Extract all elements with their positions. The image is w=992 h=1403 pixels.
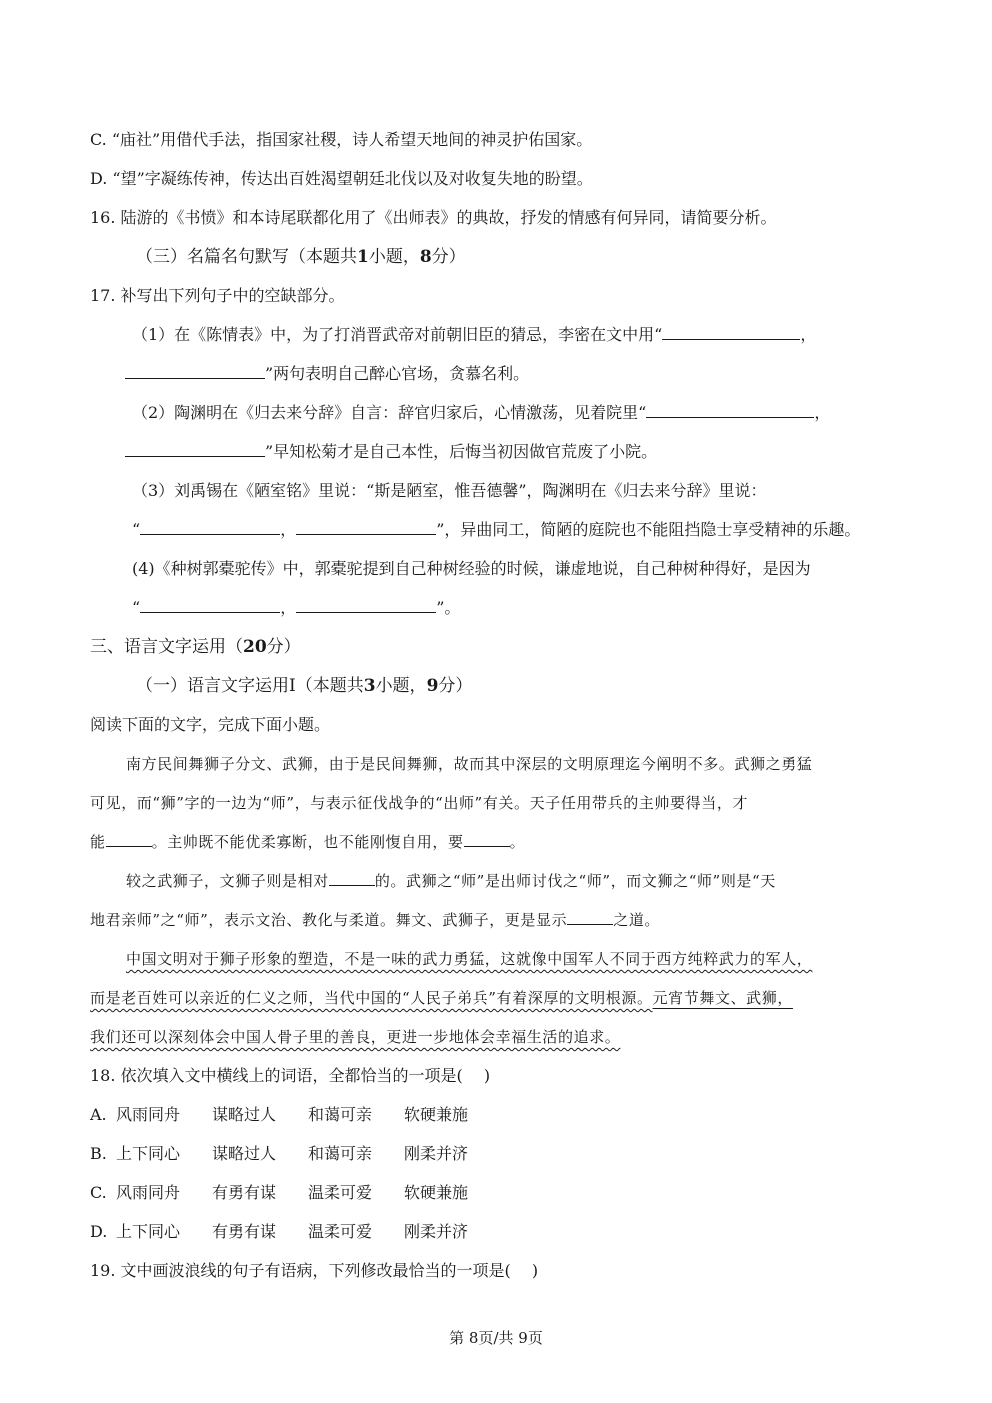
option-word: 温柔可爱 <box>308 1183 373 1202</box>
section-heading-score: 8 <box>419 247 432 267</box>
option-word: 软硬兼施 <box>404 1183 469 1202</box>
question-text: ， <box>280 598 297 617</box>
passage-text: 。 <box>509 833 526 851</box>
option-word: 和蔼可亲 <box>308 1144 373 1163</box>
passage-text: 的。武狮之“师”是出师讨伐之“师”，而文狮之“师”则是“天 <box>374 872 776 890</box>
subsection-heading-text: 小题， <box>375 676 427 696</box>
answer-blank[interactable] <box>662 325 800 340</box>
question-17: 17. 补写出下列句子中的空缺部分。 <box>90 286 345 305</box>
option-word: 温柔可爱 <box>308 1222 373 1241</box>
option-word: 风雨同舟 <box>116 1183 181 1202</box>
section-heading-count: 1 <box>357 247 369 267</box>
option-word: 有勇有谋 <box>212 1222 277 1241</box>
passage-text: 能 <box>90 833 106 851</box>
section-heading-3 <box>136 247 466 267</box>
option-key: A. <box>90 1105 107 1124</box>
subsection-heading-count: 3 <box>363 676 376 696</box>
answer-blank[interactable] <box>106 832 152 847</box>
part-heading-score: 20 <box>243 637 267 657</box>
question-text: ”早知松菊才是自己本性，后悔当初因做官荒废了小院。 <box>265 442 658 461</box>
answer-blank[interactable] <box>140 598 280 613</box>
question-17-2 <box>132 403 830 423</box>
answer-blank[interactable] <box>646 403 814 418</box>
part-heading-text: 分） <box>266 637 301 657</box>
question-text: “ <box>132 520 141 539</box>
subsection-heading-text: （一）语言文字运用Ⅰ（本题共 <box>136 676 364 696</box>
option-key: D. <box>90 1222 108 1241</box>
section-heading-text: 小题， <box>368 247 420 267</box>
option-key: B. <box>90 1144 107 1163</box>
option-word: 谋略过人 <box>212 1144 277 1163</box>
passage-line <box>126 871 776 891</box>
passage-line <box>90 832 525 852</box>
question-18: 18. 依次填入文中横线上的词语，全都恰当的一项是( ) <box>90 1066 491 1085</box>
answer-blank[interactable] <box>296 520 436 535</box>
answer-blank[interactable] <box>464 832 510 847</box>
option-word: 刚柔并济 <box>404 1222 469 1241</box>
question-text: ”，异曲同工，简陋的庭院也不能阻挡隐士享受精神的乐趣。 <box>436 520 861 539</box>
question-17-4: (4)《种树郭橐驼传》中，郭橐驼提到自己种树经验的时候，谦虚地说，自己种树种得好，是因为 <box>132 559 811 578</box>
question-17-2-cont <box>125 442 657 462</box>
option-word: 上下同心 <box>116 1144 181 1163</box>
question-17-1 <box>132 325 816 345</box>
subsection-heading-1 <box>136 676 472 696</box>
wavy-underlined-sentence <box>90 988 793 1008</box>
question-text: ， <box>814 403 831 422</box>
option-d[interactable] <box>90 1222 500 1242</box>
passage-line <box>90 910 660 930</box>
option-word: 风雨同舟 <box>116 1105 181 1124</box>
answer-blank[interactable] <box>567 910 613 925</box>
question-19: 19. 文中画波浪线的句子有语病，下列修改最恰当的一项是( ) <box>90 1261 539 1280</box>
question-17-3-cont <box>132 520 860 540</box>
passage-text: 我们还可以深刻体会中国人骨子里的善良，更进一步地体会幸福生活的追求。 <box>90 1028 621 1046</box>
passage-text: 。主帅既不能优柔寡断，也不能刚愎自用，要 <box>151 833 464 851</box>
passage-text: 元宵节舞文、武狮， <box>652 989 793 1007</box>
question-text: ， <box>800 325 817 344</box>
option-c-line: C. “庙社”用借代手法，指国家社稷，诗人希望天地间的神灵护佑国家。 <box>90 130 593 149</box>
passage-text: 较之武狮子，文狮子则是相对 <box>126 872 329 890</box>
answer-blank[interactable] <box>329 871 375 886</box>
answer-blank[interactable] <box>125 442 265 457</box>
subsection-heading-score: 9 <box>426 676 439 696</box>
option-word: 有勇有谋 <box>212 1183 277 1202</box>
question-17-1-cont <box>125 364 529 384</box>
option-b[interactable] <box>90 1144 500 1164</box>
passage-line: 可见，而“狮”字的一边为“师”，与表示征伐战争的“出师”有关。天子任用带兵的主帅要得当，才 <box>90 794 749 812</box>
question-17-3: （3）刘禹锡在《陋室铭》里说：“斯是陋室，惟吾德馨”，陶渊明在《归去来兮辞》里说： <box>132 481 767 500</box>
wavy-underlined-sentence <box>126 949 812 969</box>
option-a[interactable] <box>90 1105 500 1125</box>
question-16: 16. 陆游的《书愤》和本诗尾联都化用了《出师表》的典故，抒发的情感有何异同，请简要分析。 <box>90 208 777 227</box>
subsection-heading-text: 分） <box>438 676 473 696</box>
page-footer: 第 8页/共 9页 <box>449 1329 543 1347</box>
passage-line: 南方民间舞狮子分文、武狮，由于是民间舞狮，故而其中深层的文明原理迄今阐明不多。武狮之勇猛 <box>126 755 813 773</box>
option-d-line: D. “望”字凝练传神，传达出百姓渴望朝廷北伐以及对收复失地的盼望。 <box>90 169 593 188</box>
part-heading-3 <box>90 637 301 657</box>
question-text: ”。 <box>436 598 461 617</box>
option-c[interactable] <box>90 1183 500 1203</box>
passage-text: 地君亲师”之“师”，表示文治、教化与柔道。舞文、武狮子，更是显示 <box>90 911 568 929</box>
option-word: 软硬兼施 <box>404 1105 469 1124</box>
wavy-underlined-sentence <box>90 1027 620 1047</box>
passage-text: 之道。 <box>613 911 661 929</box>
option-word: 上下同心 <box>116 1222 181 1241</box>
option-key: C. <box>90 1183 107 1202</box>
passage-text: 而是老百姓可以亲近的仁义之师，当代中国的“人民子弟兵”有着深厚的文明根源。 <box>90 989 653 1007</box>
passage-text: 中国文明对于狮子形象的塑造，不是一味的武力勇猛，这就像中国军人不同于西方纯粹武力的军人， <box>126 950 813 968</box>
reading-instruction: 阅读下面的文字，完成下面小题。 <box>90 715 331 734</box>
question-17-4-cont <box>132 598 460 618</box>
answer-blank[interactable] <box>296 598 436 613</box>
answer-blank[interactable] <box>125 364 265 379</box>
option-word: 和蔼可亲 <box>308 1105 373 1124</box>
question-text: （1）在《陈情表》中，为了打消晋武帝对前朝旧臣的猜忌，李密在文中用“ <box>132 325 663 344</box>
question-text: （2）陶渊明在《归去来兮辞》自言：辞官归家后，心情激荡，见着院里“ <box>132 403 647 422</box>
part-heading-text: 三、语言文字运用（ <box>90 637 243 657</box>
option-word: 谋略过人 <box>212 1105 277 1124</box>
section-heading-text: 分） <box>431 247 466 267</box>
section-heading-text: （三）名篇名句默写（本题共 <box>136 247 357 267</box>
question-text: “ <box>132 598 141 617</box>
answer-blank[interactable] <box>140 520 280 535</box>
option-word: 刚柔并济 <box>404 1144 469 1163</box>
question-text: ， <box>280 520 297 539</box>
question-text: ”两句表明自己醉心官场，贪慕名利。 <box>265 364 530 383</box>
